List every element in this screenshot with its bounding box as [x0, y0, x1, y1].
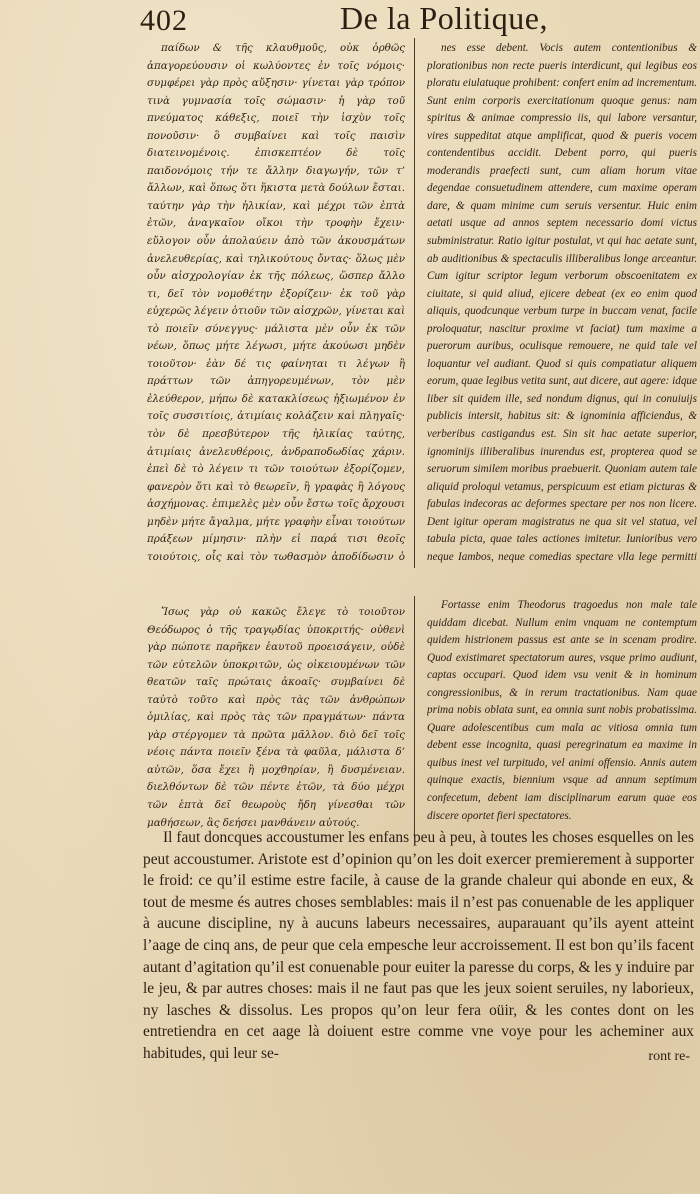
page-number: 402	[140, 4, 188, 37]
greek-paragraph-upper: παίδων & τῆς κλαυθμοῦς, οὐκ ὀρθῶς ἀπαγορεύουσιν οἱ κωλύοντες ἐν τοῖς νόμοις· συμφέρει γὰρ πρὸς αὔξησιν· γίνεται γὰρ τρόπον τινὰ γυμνασία τοῖς σώμασιν· ἡ γὰρ τοῦ πνεύματος κάθεξις, ποιεῖ τὴν ἰσχὺν τοῖς πονοῦσιν· ὃ συμβαίνει καὶ τοῖς παισὶν διατεινομένοις. ἐπισκεπτέον δὲ τοῖς παιδονόμοις τήν τε ἄλλην διαγωγήν, τῶν τ’ ἄλλων, καὶ ὅπως ὅτι ἥκιστα μετὰ δούλων ἔσται. ταύτην γὰρ τὴν ἡλικίαν, καὶ μέχρι τῶν ἑπτὰ ἐτῶν, ἀναγκαῖον οἴκοι τὴν τροφὴν ἔχειν· εὔλογον οὖν ἀπολαύειν ἀπὸ τῶν ἀκουσμάτων ἀνελευθερίας, καὶ τηλικούτους ὄντας· ὅλως μὲν οὖν αἰσχρολογίαν ἐκ τῆς πόλεως, ὥσπερ ἄλλο τι, δεῖ τὸν νομοθέτην ἐξορίζειν· ἐκ τοῦ γὰρ εὐχερῶς λέγειν ὁτιοῦν τῶν αἰσχρῶν, γίνεται καὶ τὸ ποιεῖν σύνεγγυς· μάλιστα μὲν οὖν ἐκ τῶν νέων, ὅπως μήτε λέγωσι, μήτε ἀκούωσι μηδὲν τοιοῦτον· ἐὰν δέ τις φαίνηται τι λέγων ἢ πράττων τῶν ἀπηγορευμένων, τὸν μὲν ἐλεύθερον, μήπω δὲ κατακλίσεως ἠξιωμένον ἐν τοῖς συσσιτίοις, ἀτιμίαις κολάζειν καὶ πληγαῖς· τὸν δὲ πρεσβύτερον τῆς ἡλικίας ταύτης, ἀτιμίαις ἀνελευθέροις, ἀνδραποδωδίας χάριν. ἐπεὶ δὲ τὸ λέγειν τι τῶν τοιούτων ἐξορίζομεν, φανερὸν ὅτι καὶ τὸ θεωρεῖν, ἢ γραφὰς ἢ λόγους ἀσχήμονας. ἐπιμελὲς μὲν οὖν ἔστω τοῖς ἄρχουσι μηδὲν μήτε ἄγαλμα, μήτε γραφὴν εἶναι τοιούτων πράξεων μίμησιν· πλὴν εἰ παρά τισι θεοῖς τοιούτοις, οἷς καὶ τὸν τωθασμὸν ἀποδίδωσιν ὁ	[147, 42, 405, 563]
french-commentary	[143, 827, 694, 1067]
latin-column-lower	[427, 597, 697, 837]
page-header	[140, 0, 700, 40]
latin-paragraph-lower: Fortasse enim Theodorus tragoedus non male tale quiddam dicebat. Nullum enim vnquam ne contemptum quidem histrionem passus est ante se in scenam prodire. Quod existimaret spectatorum aures, vsque primo audiunt, captas occupari. Quod idem vsu venit & in hominum congressionibus, & in rerum tractationibus. Nam quae prima nobis oblata sunt, ea omnia sunt nobis probatissima. Quare adolescentibus cum mala ac vitiosa omnia tum debent esse incognita, quasi peregrinatum ea maxime in quibus inest vel turpitudo, vel animi offensio. Annis autem quinque exactis, biennium vsque ad annum septimum confecetum, debent iam disciplinarum earum quae eos discere oportet fieri spectatores.	[427, 599, 697, 822]
greek-paragraph-lower: Ἴσως γὰρ οὐ κακῶς ἔλεγε τὸ τοιοῦτον Θεόδωρος ὁ τῆς τραγῳδίας ὑποκριτής· οὐθενὶ γὰρ πώποτε παρῆκεν ἑαυτοῦ προεισάγειν, οὐδὲ τῶν εὐτελῶν ὑποκριτῶν, ὡς οἰκειουμένων τῶν θεατῶν ταῖς πρώταις ἀκοαῖς· συμβαίνει δὲ ταὐτὸ τοῦτο καὶ πρὸς τὰς τῶν ἀνθρώπων ὁμιλίας, καὶ πρὸς τὰς τῶν πραγμάτων· πάντα γὰρ στέργομεν τὰ πρῶτα μᾶλλον. διὸ δεῖ τοῖς νέοις πάντα ποιεῖν ξένα τὰ φαῦλα, μάλιστα δ’ αὐτῶν, ὅσα ἔχει ἢ μοχθηρίαν, ἢ δυσμένειαν. διελθόντων δὲ τῶν πέντε ἐτῶν, τὰ δύο μέχρι τῶν ἑπτὰ δεῖ θεωροὺς ἤδη γίνεσθαι τῶν μαθήσεων, ἃς δεήσει μανθάνειν αὐτούς.	[147, 606, 405, 829]
french-paragraph: Il faut doncques accoustumer les enfans peu à peu, à toutes les choses esquelles on les peut accoustumer. Aristote est d’opinion qu’on les doit exercer premierement à supporter le froid: ce qu’il estime estre facile, à cause de la grande chaleur qui abonde en eux, & tout de mesme és autres choses semblables: mais il n’est pas conuenable de les appliquer à aucune discipline, ny à aucuns labeurs necessaires, auparauant qu’ils ayent atteint l’aage de cinq ans, de peur que cela empesche leur accroissement. Il est bon qu’ils facent autant d’agitation qu’il est conuenable pour euiter la paresse du corps, & les y induire par le jeu, & par autres choses: mais il ne faut pas que les jeux soient seruiles, ny laborieux, ny lasches & dissolus. Les propos qu’on leur fera oüir, & les contes dont on les entretiendra en cet aage là doiuent estre comme vne voye pour les acheminer aux habitudes, qui leur se-	[143, 829, 694, 1062]
running-head: De la Politique,	[340, 0, 548, 36]
column-divider-lower	[414, 596, 415, 838]
greek-column-upper	[147, 40, 405, 568]
latin-paragraph-upper: nes esse debent. Vocis autem contentionibus & plorationibus non recte pueris interdicunt, qui legibus eos ploratu eiulatuque prohibent: confert enim ad incrementum. Sunt enim corporis exercitationum quoque genus: nam spiritus & animae compressio iis, qui labore versantur, vires suppeditat atque amplificat, quod & pueris vocem contendentibus accidit. Debent porro, qui pueris moderandis praefecti sunt, cum aliam horum vitae degendae consuetudinem attendere, cum maxime operam dare, & quam minime cum seruis versentur. Huic enim aetati usque ad annos septem necessario domi victus subministratur. Ratio igitur postulat, vt qui hac aetate sunt, ab auditionibus & spectaculis illiberalibus longe arceantur. Cum igitur scriptor legum verborum obscoenitatem ex ciuitate, si quid aliud, ejicere debeat (ex eo enim quod aliquis, quodcunque verbum turpe in buccam venat, facile proloquatur, nascitur proxime vt faciat) tum maxime a puerorum auribus, oculisque remouere, ne quid tale vel loquantur vel audiant. Quod si quis compatiatur aliquem eorum, quae legibus vetita sunt, aut dicere, aut agere: idque liber sit quidem ille, sed nondum dignus, qui in conuiuijs publicis intersit, habitus sit: & ignominia afficiendus, & verberibus castigandus est. Sin sit hac aetate superior, ignominijs illiberalibus inurendus est, propterea quod se seruorum similem moribus praebuerit. Quoniam autem tale aliquid proloqui vetamus, perspicuum est etiam picturas & fabulas indecoras ac deformes spectare per nos non licere. Dent igitur operam magistratus ne qua sit vel statua, vel tabula picta, quae tales actiones imitetur. Iunioribus vero neque Iambos, neque comedias spectare vlla lege permitti	[427, 42, 697, 563]
catchword: ront re-	[648, 1049, 690, 1064]
column-divider-upper	[414, 38, 415, 568]
greek-column-lower	[147, 604, 405, 834]
latin-column-upper	[427, 40, 697, 568]
